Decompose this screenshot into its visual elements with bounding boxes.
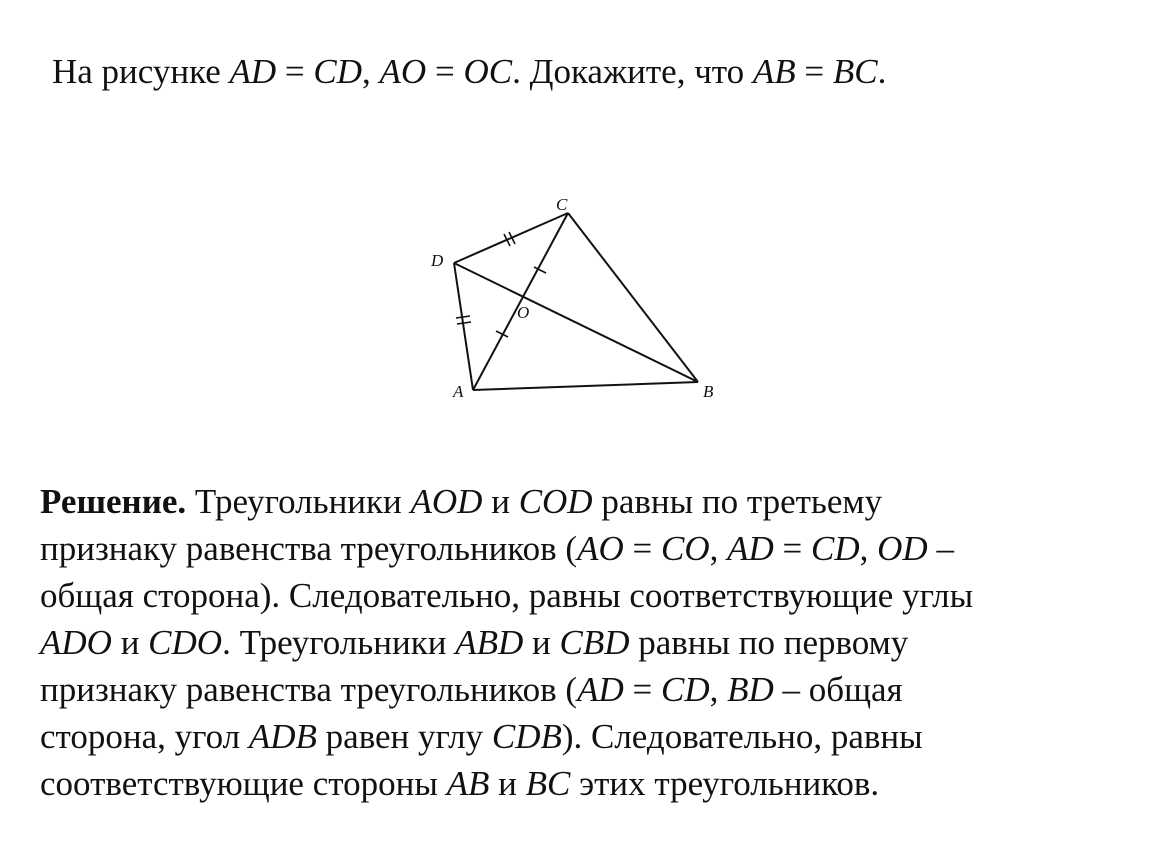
segment-DA	[454, 263, 473, 390]
solution-text: =	[773, 529, 812, 568]
label-C: C	[556, 195, 568, 214]
math-segment: AD	[727, 529, 774, 568]
solution-text: общая сторона). Следовательно, равны соответствующие углы	[40, 576, 974, 615]
math-segment: CBD	[559, 623, 630, 662]
problem-text: . Докажите, что	[512, 52, 753, 91]
math-segment: AO	[379, 52, 427, 91]
math-segment: CD	[313, 52, 363, 91]
math-segment: AD	[577, 670, 624, 709]
math-segment: AO	[577, 529, 624, 568]
math-segment: CD	[660, 670, 710, 709]
math-segment: CDO	[148, 623, 223, 662]
math-segment: CO	[660, 529, 710, 568]
label-A: A	[453, 382, 464, 401]
math-segment: AB	[752, 52, 796, 91]
solution-title: Решение.	[40, 482, 187, 521]
solution-line	[40, 713, 1110, 760]
segment-DC	[454, 213, 568, 263]
math-segment: COD	[518, 482, 593, 521]
math-segment: ABD	[455, 623, 524, 662]
problem-text: =	[276, 52, 314, 91]
solution-line	[40, 478, 1110, 525]
segment-AB	[473, 382, 698, 390]
label-O: O	[517, 303, 530, 322]
math-segment: CD	[811, 529, 860, 568]
math-segment: AD	[229, 52, 277, 91]
solution-line	[40, 666, 1110, 713]
solution-line	[40, 760, 1110, 807]
solution-block	[40, 478, 1110, 807]
solution-line	[40, 572, 1110, 619]
math-segment: ADO	[40, 623, 112, 662]
math-segment: OC	[463, 52, 513, 91]
solution-text: . Треугольники	[222, 623, 456, 662]
solution-text: ,	[709, 670, 728, 709]
math-segment: BC	[832, 52, 878, 91]
math-segment: BC	[525, 764, 571, 803]
solution-text: равны по третьему	[592, 482, 883, 521]
math-segment: AB	[446, 764, 490, 803]
math-segment: OD	[877, 529, 928, 568]
geometry-figure	[420, 185, 740, 410]
solution-text: и	[111, 623, 149, 662]
problem-text: =	[426, 52, 464, 91]
solution-text: этих треугольников.	[570, 764, 880, 803]
problem-text: На рисунке	[52, 52, 230, 91]
solution-text: соответствующие стороны	[40, 764, 447, 803]
math-segment: ADB	[248, 717, 317, 756]
solution-text: – общая	[773, 670, 903, 709]
solution-text: и	[482, 482, 519, 521]
solution-text: и	[523, 623, 560, 662]
math-segment: CDB	[491, 717, 562, 756]
solution-text: ,	[859, 529, 878, 568]
solution-text: и	[489, 764, 526, 803]
solution-text: Треугольники	[186, 482, 411, 521]
solution-text: равны по первому	[629, 623, 909, 662]
problem-text: =	[795, 52, 833, 91]
quadrilateral-diagram	[420, 185, 740, 410]
solution-text: ,	[709, 529, 728, 568]
solution-line	[40, 619, 1110, 666]
solution-text: признаку равенства треугольников (	[40, 529, 578, 568]
solution-line	[40, 525, 1110, 572]
solution-text: равен углу	[316, 717, 492, 756]
problem-text: ,	[362, 52, 380, 91]
solution-text: сторона, угол	[40, 717, 249, 756]
problem-text: .	[877, 52, 887, 91]
problem-statement	[52, 46, 1112, 98]
solution-text: признаку равенства треугольников (	[40, 670, 578, 709]
solution-text: =	[623, 670, 661, 709]
diagonal-DB	[454, 263, 698, 382]
solution-text: ). Следовательно, равны	[561, 717, 923, 756]
label-D: D	[431, 251, 444, 270]
label-B: B	[703, 382, 714, 401]
math-segment: BD	[727, 670, 774, 709]
solution-text: –	[927, 529, 954, 568]
math-segment: AOD	[410, 482, 483, 521]
segment-CB	[568, 213, 698, 382]
solution-text: =	[623, 529, 661, 568]
diagonal-AC	[473, 213, 568, 390]
